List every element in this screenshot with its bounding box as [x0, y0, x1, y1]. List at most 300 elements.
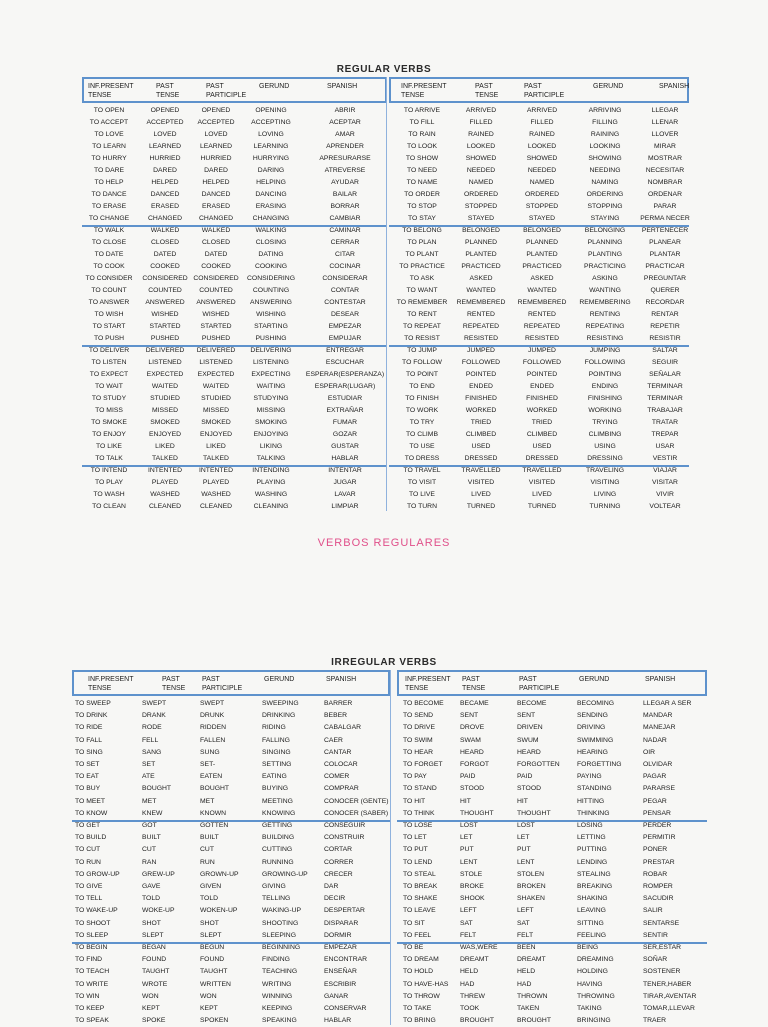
cell-past: FORGOT	[460, 761, 490, 768]
table-row	[72, 832, 390, 844]
cell-gerund: DREAMING	[577, 956, 614, 964]
cell-participle: SLEPT	[200, 931, 222, 939]
cell-spanish: AMAR	[335, 131, 355, 138]
cell-participle: BROUGHT	[517, 1017, 551, 1025]
cell-infinitive: TO SET	[75, 761, 100, 768]
cell-spanish: MOSTRAR	[648, 155, 682, 162]
cell-gerund: REMEMBERING	[579, 299, 631, 306]
cell-participle: JUMPED	[528, 347, 556, 354]
column-divider	[390, 670, 391, 1025]
cell-gerund: ACCEPTING	[251, 119, 291, 126]
cell-infinitive: TO DATE	[94, 251, 124, 258]
cell-infinitive: TO NAME	[406, 179, 438, 186]
cell-spanish: PONER	[643, 846, 668, 854]
table-row	[82, 213, 387, 225]
table-row	[82, 105, 387, 117]
cell-past: DROVE	[460, 724, 485, 732]
cell-past: RODE	[142, 724, 162, 732]
cell-gerund: BELONGING	[584, 227, 626, 234]
cell-gerund: OPENING	[255, 107, 287, 114]
cell-gerund: WAKING-UP	[262, 907, 302, 915]
header-gerund: GERUND	[579, 676, 610, 683]
table-row	[82, 201, 387, 213]
cell-infinitive: TO TRY	[409, 419, 435, 426]
cell-gerund: TRAVELING	[585, 467, 625, 474]
table-row	[397, 771, 707, 783]
header-participle: PAST PARTICIPLE	[519, 676, 560, 692]
table-row	[397, 832, 707, 844]
cell-spanish: LLOVER	[651, 131, 679, 138]
cell-infinitive: TO POINT	[406, 371, 438, 378]
table-row	[72, 735, 390, 747]
cell-gerund: WISHING	[256, 311, 286, 318]
cell-gerund: INTENDING	[252, 467, 290, 474]
cell-past: FINISHED	[465, 395, 497, 402]
cell-participle: WALKED	[201, 227, 231, 234]
header-infinitive: INF.PRESENT TENSE	[401, 83, 447, 99]
cell-past: WORKED	[465, 407, 497, 414]
cell-past: PUT	[460, 846, 474, 854]
cell-past: BUILT	[142, 834, 161, 842]
cell-spanish: SEÑALAR	[649, 371, 681, 378]
cell-participle: GOTTEN	[200, 822, 229, 829]
cell-past: DELIVERED	[145, 347, 185, 354]
cell-past: PUSHED	[150, 335, 180, 342]
table-row	[82, 261, 387, 273]
table-row	[72, 771, 390, 783]
cell-infinitive: TO HIT	[403, 797, 426, 805]
cell-spanish: CONOCER (SABER)	[324, 809, 389, 817]
cell-infinitive: TO KNOW	[75, 809, 108, 817]
cell-infinitive: TO SEND	[403, 712, 434, 720]
cell-infinitive: TO WALK	[93, 227, 125, 234]
table-row	[397, 783, 707, 795]
cell-past: CHANGED	[148, 215, 182, 222]
cell-past: BOUGHT	[142, 785, 172, 793]
cell-participle: SWUM	[517, 736, 539, 744]
cell-gerund: COOKING	[254, 263, 288, 270]
cell-infinitive: TO COUNT	[91, 287, 127, 294]
cell-past: FOUND	[142, 956, 167, 964]
cell-participle: FINISHED	[526, 395, 558, 402]
cell-participle: CONSIDERED	[193, 275, 239, 282]
cell-gerund: REPEATING	[585, 323, 625, 330]
cell-participle: CLOSED	[202, 239, 230, 246]
cell-spanish: TRAER	[643, 1017, 667, 1025]
cell-infinitive: TO WAIT	[95, 383, 123, 390]
cell-participle: STAYED	[528, 215, 556, 222]
cell-participle: ARRIVED	[526, 107, 558, 114]
cell-participle: STARTED	[200, 323, 232, 330]
cell-infinitive: TO LOOK	[406, 143, 438, 150]
cell-spanish: DORMIR	[324, 931, 352, 939]
cell-gerund: SHAKING	[577, 895, 608, 903]
cell-gerund: PLANTING	[588, 251, 622, 258]
table-row	[389, 213, 689, 225]
cell-gerund: FILLING	[592, 119, 618, 126]
cell-participle: PRACTICED	[522, 263, 562, 270]
cell-infinitive: TO TALK	[95, 455, 123, 462]
cell-spanish: BEBER	[324, 712, 348, 720]
cell-gerund: LOOKING	[589, 143, 621, 150]
irregular-right-table	[397, 670, 707, 1024]
table-row	[82, 429, 387, 441]
table-row	[389, 285, 689, 297]
cell-infinitive: TO SING	[75, 748, 103, 756]
cell-past: HIT	[460, 797, 471, 805]
table-row	[72, 844, 390, 856]
cell-past: ERASED	[151, 203, 179, 210]
cell-spanish: LIMPIAR	[331, 503, 359, 510]
cell-gerund: PAYING	[577, 773, 602, 781]
cell-past: LEFT	[460, 907, 477, 915]
column-divider	[386, 77, 387, 511]
cell-gerund: HOLDING	[577, 968, 608, 976]
cell-spanish: COMER	[324, 773, 350, 781]
cell-participle: MET	[200, 797, 215, 805]
cell-infinitive: TO COOK	[93, 263, 125, 270]
table-row	[389, 141, 689, 153]
table-row	[82, 369, 387, 381]
table-row	[72, 820, 390, 832]
cell-spanish: RESISTIR	[649, 335, 681, 342]
header-spanish: SPANISH	[659, 83, 690, 90]
cell-infinitive: TO FIND	[75, 956, 103, 964]
table-row	[72, 857, 390, 869]
cell-gerund: TURNING	[589, 503, 621, 510]
table-row	[397, 918, 707, 930]
cell-past: LEARNED	[148, 143, 182, 150]
cell-gerund: SLEEPING	[262, 931, 296, 939]
cell-past: NEEDED	[466, 167, 496, 174]
cell-participle: TRAVELLED	[522, 467, 562, 474]
cell-spanish: COCINAR	[329, 263, 361, 270]
cell-spanish: CITAR	[335, 251, 355, 258]
cell-spanish: MIRAR	[654, 143, 676, 150]
cell-spanish: ESCUCHAR	[325, 359, 365, 366]
cell-infinitive: TO THINK	[403, 809, 435, 817]
cell-spanish: CORRER	[324, 858, 354, 866]
table-row	[82, 249, 387, 261]
cell-infinitive: TO TURN	[407, 503, 437, 510]
cell-gerund: STOPPING	[587, 203, 623, 210]
cell-participle: KEPT	[200, 1005, 218, 1012]
cell-past: ENDED	[469, 383, 493, 390]
cell-gerund: KEEPING	[262, 1005, 293, 1012]
cell-gerund: WINNING	[262, 992, 293, 1000]
header-spanish: SPANISH	[645, 676, 676, 683]
cell-gerund: DELIVERING	[250, 347, 292, 354]
cell-past: STAYED	[467, 215, 495, 222]
cell-participle: SAT	[517, 919, 530, 927]
cell-spanish: CANTAR	[324, 748, 352, 756]
cell-infinitive: TO BEGIN	[75, 944, 108, 951]
cell-participle: CUT	[200, 846, 214, 854]
table-row	[397, 930, 707, 942]
cell-infinitive: TO RENT	[407, 311, 437, 318]
cell-gerund: SINGING	[262, 748, 291, 756]
cell-past: ANSWERED	[145, 299, 185, 306]
cell-participle: TRIED	[531, 419, 553, 426]
table-row	[389, 333, 689, 345]
cell-past: WAITED	[151, 383, 179, 390]
table-row	[72, 942, 390, 954]
cell-gerund: CLEANING	[253, 503, 289, 510]
cell-participle: DRIVEN	[517, 724, 543, 732]
table-row	[397, 808, 707, 820]
table-row	[72, 722, 390, 734]
cell-infinitive: TO BRING	[403, 1017, 436, 1025]
cell-gerund: CHANGING	[252, 215, 290, 222]
table-header	[72, 670, 390, 696]
cell-infinitive: TO LIKE	[96, 443, 122, 450]
cell-past: TALKED	[152, 455, 178, 462]
cell-infinitive: TO PUSH	[93, 335, 125, 342]
cell-participle: MISSED	[202, 407, 230, 414]
cell-infinitive: TO RUN	[75, 858, 101, 866]
cell-gerund: DRINKING	[262, 712, 296, 720]
header-participle: PAST PARTICIPLE	[206, 83, 247, 99]
cell-spanish: PERMA NECER	[640, 215, 690, 222]
cell-past: WISHED	[151, 311, 179, 318]
cell-infinitive: TO HEAR	[403, 748, 434, 756]
table-row	[82, 441, 387, 453]
cell-infinitive: TO ANSWER	[88, 299, 130, 306]
cell-participle: HURRIED	[200, 155, 232, 162]
verbos-regulares-caption: VERBOS REGULARES	[317, 537, 451, 549]
cell-spanish: CAER	[324, 736, 343, 744]
cell-spanish: PENSAR	[643, 809, 671, 817]
cell-past: POINTED	[465, 371, 497, 378]
cell-past: SAT	[460, 919, 473, 927]
cell-infinitive: TO FILL	[409, 119, 435, 126]
cell-spanish: LLENAR	[651, 119, 679, 126]
cell-infinitive: TO END	[409, 383, 435, 390]
cell-infinitive: TO FALL	[75, 736, 103, 744]
cell-participle: TURNED	[527, 503, 557, 510]
cell-gerund: SHOOTING	[262, 919, 299, 927]
cell-gerund: ANSWERING	[250, 299, 292, 306]
cell-past: ASKED	[469, 275, 493, 282]
cell-infinitive: TO WANT	[406, 287, 438, 294]
cell-gerund: BEGINNING	[262, 944, 301, 951]
cell-spanish: CONSEGUIR	[324, 822, 366, 829]
cell-participle: BROKEN	[517, 883, 546, 890]
cell-gerund: TELLING	[262, 895, 291, 903]
cell-participle: VISITED	[528, 479, 556, 486]
cell-past: WAS,WERE	[460, 944, 498, 951]
irregular-verbs-title: IRREGULAR VERBS	[331, 657, 437, 668]
cell-gerund: BEING	[577, 944, 599, 951]
cell-infinitive: TO LIVE	[409, 491, 435, 498]
cell-spanish: ENCONTRAR	[324, 956, 368, 964]
cell-past: FELT	[460, 931, 477, 939]
cell-past: SWAM	[460, 736, 481, 744]
cell-past: ORDERED	[464, 191, 498, 198]
cell-participle: STOOD	[517, 785, 542, 793]
table-row	[389, 357, 689, 369]
table-row	[72, 954, 390, 966]
cell-spanish: TOMAR,LLEVAR	[643, 1005, 695, 1012]
cell-spanish: ESPERAR(ESPERANZA)	[305, 371, 385, 378]
cell-past: CLOSED	[151, 239, 179, 246]
cell-past: WON	[142, 992, 159, 1000]
cell-participle: NAMED	[529, 179, 555, 186]
cell-infinitive: TO INTEND	[90, 467, 128, 474]
cell-participle: WON	[200, 992, 217, 1000]
header-past: PAST TENSE	[462, 676, 486, 692]
cell-past: DATED	[153, 251, 177, 258]
cell-infinitive: TO TELL	[75, 895, 103, 903]
cell-participle: STOPPED	[525, 203, 559, 210]
cell-participle: ENDED	[530, 383, 554, 390]
header-spanish: SPANISH	[327, 83, 358, 90]
cell-past: SPOKE	[142, 1017, 166, 1025]
cell-participle: SWEPT	[200, 700, 225, 707]
cell-infinitive: TO FINISH	[405, 395, 439, 402]
header-gerund: GERUND	[593, 83, 624, 90]
cell-spanish: CRECER	[324, 870, 353, 878]
table-row	[72, 966, 390, 978]
table-row	[82, 357, 387, 369]
header-past: PAST TENSE	[156, 83, 180, 99]
cell-infinitive: TO DANCE	[91, 191, 127, 198]
cell-spanish: ESPERAR(LUGAR)	[314, 383, 376, 390]
cell-past: HURRIED	[149, 155, 181, 162]
cell-spanish: BAILAR	[332, 191, 358, 198]
cell-gerund: NAMING	[591, 179, 619, 186]
cell-infinitive: TO DELIVER	[88, 347, 130, 354]
cell-past: TRIED	[470, 419, 492, 426]
cell-spanish: SEGUIR	[651, 359, 679, 366]
cell-participle: FELT	[517, 931, 534, 939]
cell-spanish: OIR	[643, 748, 656, 756]
cell-gerund: RAINING	[590, 131, 620, 138]
cell-gerund: HEARING	[577, 748, 608, 756]
table-row	[389, 105, 689, 117]
cell-past: HELPED	[151, 179, 179, 186]
cell-participle: TOLD	[200, 895, 219, 903]
cell-gerund: STAYING	[590, 215, 620, 222]
cell-participle: HAD	[517, 980, 532, 988]
cell-participle: LEFT	[517, 907, 534, 915]
table-row	[72, 918, 390, 930]
cell-participle: RIDDEN	[200, 724, 227, 732]
cell-spanish: LLEGAR	[651, 107, 679, 114]
cell-past: COUNTED	[148, 287, 182, 294]
cell-infinitive: TO DRINK	[75, 712, 108, 720]
table-row	[389, 237, 689, 249]
cell-gerund: BUYING	[262, 785, 289, 793]
table-row	[397, 759, 707, 771]
cell-participle: SET-	[200, 761, 216, 768]
cell-past: SLEPT	[142, 931, 164, 939]
cell-past: DANCED	[150, 191, 180, 198]
header-past: PAST TENSE	[475, 83, 499, 99]
table-row	[389, 297, 689, 309]
cell-spanish: VIAJAR	[653, 467, 677, 474]
cell-spanish: CABALGAR	[324, 724, 362, 732]
table-row	[389, 417, 689, 429]
cell-infinitive: TO REMEMBER	[396, 299, 448, 306]
cell-spanish: COLOCAR	[324, 761, 358, 768]
cell-infinitive: TO LOSE	[403, 822, 433, 829]
irregular-left-table	[72, 670, 390, 1024]
table-row	[82, 321, 387, 333]
cell-infinitive: TO WISH	[94, 311, 124, 318]
cell-participle: GROWN-UP	[200, 870, 239, 878]
cell-spanish: APRENDER	[326, 143, 364, 150]
cell-infinitive: TO ENJOY	[92, 431, 126, 438]
cell-infinitive: TO MEET	[75, 797, 106, 805]
cell-spanish: PARARSE	[643, 785, 675, 793]
table-row	[397, 722, 707, 734]
cell-infinitive: TO USE	[409, 443, 435, 450]
cell-spanish: GOZAR	[332, 431, 358, 438]
table-row	[72, 991, 390, 1003]
cell-past: SANG	[142, 748, 162, 756]
cell-spanish: ATREVERSE	[324, 167, 366, 174]
cell-spanish: HABLAR	[331, 455, 359, 462]
cell-past: CLIMBED	[465, 431, 497, 438]
cell-spanish: PEGAR	[643, 797, 667, 805]
cell-gerund: STEALING	[577, 870, 611, 878]
cell-participle: RENTED	[528, 311, 556, 318]
table-row	[389, 345, 689, 357]
cell-participle: WASHED	[201, 491, 231, 498]
cell-infinitive: TO LEAVE	[403, 907, 436, 915]
cell-spanish: CONSIDERAR	[322, 275, 368, 282]
cell-past: ATE	[142, 773, 155, 781]
cell-participle: PLAYED	[202, 479, 230, 486]
cell-participle: LOST	[517, 822, 535, 829]
cell-gerund: THINKING	[577, 809, 610, 817]
table-row	[82, 501, 387, 513]
cell-past: WROTE	[142, 980, 168, 988]
cell-participle: THROWN	[517, 992, 548, 1000]
header-gerund: GERUND	[264, 676, 295, 683]
cell-infinitive: TO PLAY	[94, 479, 124, 486]
header-participle: PAST PARTICIPLE	[524, 83, 565, 99]
cell-gerund: HAVING	[577, 980, 603, 988]
cell-participle: TAKEN	[517, 1005, 540, 1012]
regular-right-table	[389, 77, 689, 517]
cell-gerund: HITTING	[577, 797, 605, 805]
cell-gerund: SETTING	[262, 761, 292, 768]
table-row	[82, 273, 387, 285]
cell-gerund: LIVING	[593, 491, 617, 498]
cell-spanish: PAGAR	[643, 773, 667, 781]
cell-spanish: ACEPTAR	[329, 119, 361, 126]
table-row	[397, 698, 707, 710]
cell-participle: DRESSED	[525, 455, 559, 462]
cell-gerund: LOVING	[258, 131, 284, 138]
cell-participle: THOUGHT	[517, 809, 551, 817]
cell-infinitive: TO FEEL	[403, 931, 432, 939]
cell-participle: CLIMBED	[526, 431, 558, 438]
table-row	[397, 954, 707, 966]
cell-infinitive: TO GET	[75, 822, 101, 829]
cell-spanish: EMPEZAR	[324, 944, 357, 951]
cell-past: STUDIED	[150, 395, 180, 402]
cell-infinitive: TO GIVE	[75, 883, 103, 890]
cell-gerund: CLIMBING	[588, 431, 622, 438]
cell-gerund: STANDING	[577, 785, 612, 793]
cell-spanish: TREPAR	[651, 431, 679, 438]
cell-past: LET	[460, 834, 473, 842]
cell-infinitive: TO EXPECT	[89, 371, 129, 378]
table-row	[389, 321, 689, 333]
